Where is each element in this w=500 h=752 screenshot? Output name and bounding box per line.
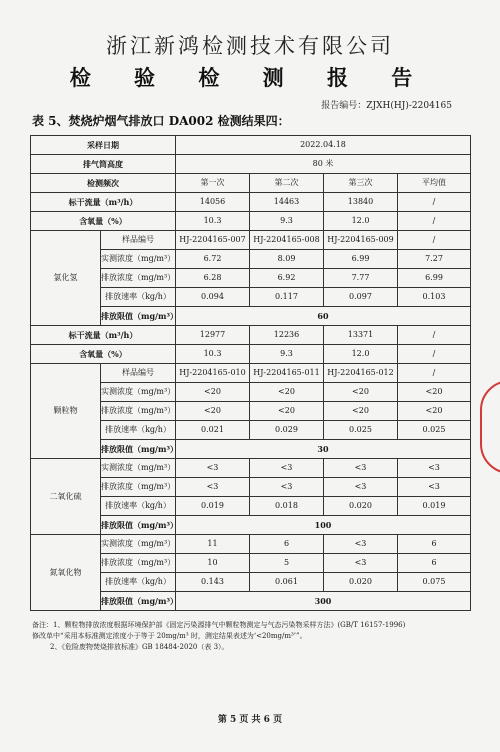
- table-row: [31, 459, 471, 478]
- cell: 标干流量（m³/h）: [31, 326, 176, 345]
- table-caption: 表 5、焚烧炉烟气排放口 DA002 检测结果四：: [32, 114, 290, 128]
- cell: 14056: [176, 193, 250, 212]
- cell: 实测浓度（mg/m³）: [101, 459, 176, 478]
- cell: 0.019: [398, 497, 471, 516]
- table-row: [31, 231, 471, 250]
- cell: <20: [398, 402, 471, 421]
- cell: 6: [250, 535, 324, 554]
- cell: 12.0: [324, 345, 398, 364]
- cell: <20: [398, 383, 471, 402]
- company-name: 浙江新鸿检测技术有限公司: [106, 34, 394, 58]
- table-row: [31, 136, 471, 155]
- cell: 0.143: [176, 573, 250, 592]
- cell: <3: [324, 554, 398, 573]
- cell: /: [398, 364, 471, 383]
- cell: 0.021: [176, 421, 250, 440]
- table-row: [31, 535, 471, 554]
- cell: 排放速率（kg/h）: [101, 288, 176, 307]
- cell: <20: [176, 383, 250, 402]
- cell: <20: [250, 402, 324, 421]
- cell: HJ-2204165-012: [324, 364, 398, 383]
- cell: 采样日期: [31, 136, 176, 155]
- cell: 第二次: [250, 174, 324, 193]
- cell: 12236: [250, 326, 324, 345]
- cell: 排放浓度（mg/m³）: [101, 554, 176, 573]
- cell: <3: [398, 478, 471, 497]
- cell: 排放速率（kg/h）: [101, 497, 176, 516]
- cell: 7.27: [398, 250, 471, 269]
- cell: 实测浓度（mg/m³）: [101, 250, 176, 269]
- cell: 实测浓度（mg/m³）: [101, 383, 176, 402]
- cell: 0.025: [398, 421, 471, 440]
- cell: 0.117: [250, 288, 324, 307]
- cell: 平均值: [398, 174, 471, 193]
- cell: 0.025: [324, 421, 398, 440]
- cell: 100: [176, 516, 471, 535]
- remark-line: 备注：1、颗粒物排放浓度根据环境保护部《固定污染源排气中颗粒物测定与气态污染物采样方法》(GB/T 16157-1996): [32, 621, 406, 629]
- results-table: [30, 135, 471, 611]
- report-number: 报告编号：ZJXH(HJ)-2204165: [321, 101, 452, 111]
- cell: /: [398, 212, 471, 231]
- cell: 排放限值（mg/m³）: [101, 440, 176, 459]
- cell: <3: [398, 459, 471, 478]
- remark-line: 修改单中“采用本标准测定浓度小于等于 20mg/m³ 时，测定结果表述为‘<20mg/m³’”。: [32, 632, 307, 640]
- cell: 7.77: [324, 269, 398, 288]
- table-row: [31, 155, 471, 174]
- cell: 0.029: [250, 421, 324, 440]
- cell: 13840: [324, 193, 398, 212]
- cell: <3: [324, 535, 398, 554]
- cell: 6: [398, 554, 471, 573]
- cell: <3: [250, 478, 324, 497]
- cell: 0.018: [250, 497, 324, 516]
- cell: 9.3: [250, 345, 324, 364]
- cell: HJ-2204165-007: [176, 231, 250, 250]
- remark-line: 2、《危险废物焚烧排放标准》GB 18484-2020（表 3）。: [50, 643, 229, 651]
- cell: 标干流量（m³/h）: [31, 193, 176, 212]
- cell: <3: [324, 459, 398, 478]
- cell: 0.019: [176, 497, 250, 516]
- cell: 6.92: [250, 269, 324, 288]
- pollutant-label: 氯化氢: [31, 231, 101, 326]
- cell: 样品编号: [101, 364, 176, 383]
- cell: HJ-2204165-009: [324, 231, 398, 250]
- cell: 6.99: [398, 269, 471, 288]
- cell: 80 米: [176, 155, 471, 174]
- cell: 排气筒高度: [31, 155, 176, 174]
- remarks: [32, 620, 472, 653]
- cell: 13371: [324, 326, 398, 345]
- cell: 30: [176, 440, 471, 459]
- cell: <20: [324, 402, 398, 421]
- cell: 10.3: [176, 345, 250, 364]
- cell: 实测浓度（mg/m³）: [101, 535, 176, 554]
- cell: HJ-2204165-010: [176, 364, 250, 383]
- cell: 0.020: [324, 497, 398, 516]
- cell: 9.3: [250, 212, 324, 231]
- cell: 排放速率（kg/h）: [101, 573, 176, 592]
- cell: 第一次: [176, 174, 250, 193]
- cell: 含氧量（%）: [31, 345, 176, 364]
- cell: 6.72: [176, 250, 250, 269]
- cell: 排放浓度（mg/m³）: [101, 402, 176, 421]
- cell: <3: [176, 478, 250, 497]
- report-title: 检 验 检 测 报 告: [69, 65, 431, 90]
- cell: 含氧量（%）: [31, 212, 176, 231]
- cell: 12977: [176, 326, 250, 345]
- pollutant-label: 颗粒物: [31, 364, 101, 459]
- table-row: [31, 326, 471, 345]
- cell: /: [398, 193, 471, 212]
- seal-stamp: [480, 380, 500, 474]
- table-row: [31, 193, 471, 212]
- cell: 检测频次: [31, 174, 176, 193]
- table-row: [31, 174, 471, 193]
- table-row: [31, 212, 471, 231]
- cell: <20: [176, 402, 250, 421]
- table-row: [31, 345, 471, 364]
- cell: 排放速率（kg/h）: [101, 421, 176, 440]
- cell: 第三次: [324, 174, 398, 193]
- cell: 0.075: [398, 573, 471, 592]
- cell: <3: [176, 459, 250, 478]
- cell: 2022.04.18: [176, 136, 471, 155]
- cell: <20: [250, 383, 324, 402]
- pollutant-label: 氮氧化物: [31, 535, 101, 611]
- cell: 6.99: [324, 250, 398, 269]
- cell: 60: [176, 307, 471, 326]
- cell: 10: [176, 554, 250, 573]
- cell: /: [398, 326, 471, 345]
- cell: 排放限值（mg/m³）: [101, 592, 176, 611]
- cell: /: [398, 345, 471, 364]
- cell: 0.097: [324, 288, 398, 307]
- cell: 0.094: [176, 288, 250, 307]
- page-footer: 第 5 页 共 6 页: [217, 715, 283, 725]
- cell: 0.103: [398, 288, 471, 307]
- cell: 排放限值（mg/m³）: [101, 307, 176, 326]
- cell: 6: [398, 535, 471, 554]
- cell: 10.3: [176, 212, 250, 231]
- cell: <3: [250, 459, 324, 478]
- cell: 8.09: [250, 250, 324, 269]
- pollutant-label: 二氧化硫: [31, 459, 101, 535]
- cell: HJ-2204165-008: [250, 231, 324, 250]
- cell: 排放限值（mg/m³）: [101, 516, 176, 535]
- cell: 14463: [250, 193, 324, 212]
- cell: 300: [176, 592, 471, 611]
- cell: 排放浓度（mg/m³）: [101, 269, 176, 288]
- table-row: [31, 364, 471, 383]
- cell: <3: [324, 478, 398, 497]
- cell: 排放浓度（mg/m³）: [101, 478, 176, 497]
- cell: 0.061: [250, 573, 324, 592]
- cell: 6.28: [176, 269, 250, 288]
- cell: 12.0: [324, 212, 398, 231]
- cell: HJ-2204165-011: [250, 364, 324, 383]
- cell: 5: [250, 554, 324, 573]
- cell: /: [398, 231, 471, 250]
- cell: <20: [324, 383, 398, 402]
- cell: 11: [176, 535, 250, 554]
- cell: 样品编号: [101, 231, 176, 250]
- cell: 0.020: [324, 573, 398, 592]
